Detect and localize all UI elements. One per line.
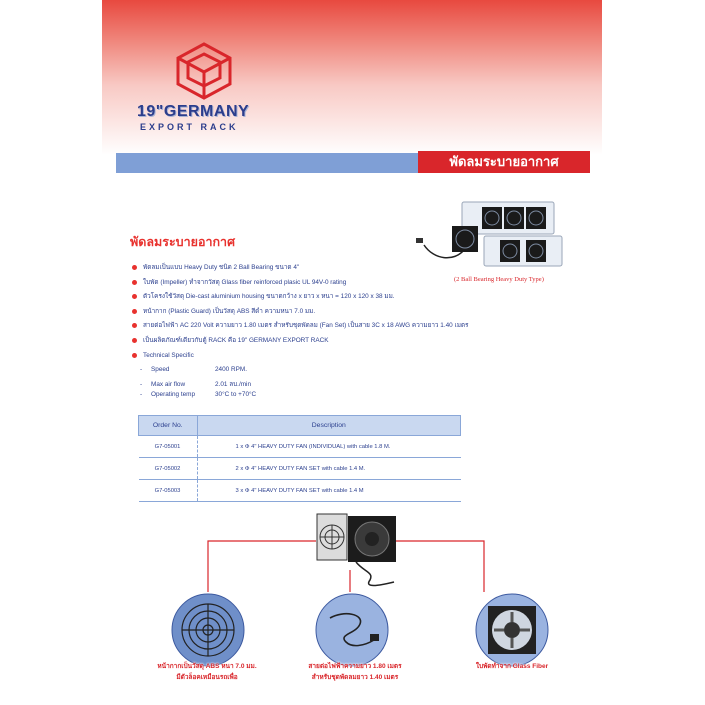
feature-text: ตัวโครงใช้วัสดุ Die-cast aluminium housing ขนาดกว้าง x ยาว x หนา = 120 x 120 x 38 มม. xyxy=(143,293,395,301)
spec-row: - Max air flow 2.01 ลบ./min xyxy=(140,380,252,388)
table-header-order: Order No. xyxy=(139,416,198,436)
order-description xyxy=(197,436,461,458)
order-qty: 1 x xyxy=(235,443,244,450)
bullet-dot-icon xyxy=(132,280,137,285)
callout-cable xyxy=(290,661,420,683)
table-row xyxy=(139,458,461,480)
list-item xyxy=(132,321,468,336)
table-row xyxy=(139,480,461,502)
spec-value: 2400 RPM. xyxy=(215,366,247,373)
fan-set-image xyxy=(317,514,396,586)
spec-list xyxy=(140,366,256,404)
brand-tagline: EXPORT RACK xyxy=(140,122,239,132)
feature-list xyxy=(132,263,468,365)
component-diagram xyxy=(102,500,602,680)
feature-text: ใบพัด (Impeller) ทำจากวัสดุ Glass fiber reinforced plasic UL 94V-0 rating xyxy=(143,278,347,286)
list-item xyxy=(132,278,468,293)
order-desc-text: 4" HEAVY DUTY FAN SET with cable 1.4 M xyxy=(251,487,364,494)
order-qty: 3 x xyxy=(235,487,244,494)
brand-name: 19"GERMANY xyxy=(137,103,250,120)
spec-row: - Operating temp 30°C to +70°C xyxy=(140,391,257,398)
spec-label: Speed xyxy=(151,366,170,373)
fan-icon xyxy=(476,594,548,666)
table-header-description: Description xyxy=(197,416,461,436)
catalog-page xyxy=(102,0,602,705)
spec-value: 30°C to +70°C xyxy=(215,391,257,398)
feature-text: สายต่อไฟฟ้า AC 220 Volt ความยาว 1.80 เมตร สำหรับชุดพัดลม (Fan Set) เป็นสาย 3C x 18 AWG ความยาว 1.40 เมตร xyxy=(143,322,469,330)
list-item xyxy=(132,307,468,322)
callout-text: สายต่อไฟฟ้าความยาว 1.80 เมตร xyxy=(308,663,402,670)
diameter-icon: Φ xyxy=(244,443,250,450)
bullet-dot-icon xyxy=(132,338,137,343)
spec-row: - Speed 2400 RPM. xyxy=(140,366,247,373)
bullet-dot-icon xyxy=(132,294,137,299)
table-row xyxy=(139,436,461,458)
feature-text: เป็นผลิตภัณฑ์เดียวกับตู้ RACK คือ 19" GERMANY EXPORT RACK xyxy=(143,336,329,344)
order-desc-text: 4" HEAVY DUTY FAN (INDIVIDUAL) with cable 1.8 M. xyxy=(251,443,391,450)
feature-text: พัดลมเป็นแบบ Heavy Duty ชนิด 2 Ball Bearing ขนาด 4" xyxy=(143,264,300,271)
list-item xyxy=(132,292,468,307)
power-cable-icon xyxy=(316,594,388,666)
spec-value: 2.01 ลบ./min xyxy=(215,380,252,388)
section-title: พัดลมระบายอากาศ xyxy=(130,235,236,249)
order-desc-text: 4" HEAVY DUTY FAN SET with cable 1.4 M. xyxy=(251,465,366,472)
order-description xyxy=(197,458,461,480)
feature-text: Technical Specific xyxy=(143,351,194,359)
callout-impeller xyxy=(452,661,572,672)
callout-guard xyxy=(142,661,272,683)
order-number: G7-05001 xyxy=(139,436,198,458)
order-table xyxy=(138,415,461,502)
callout-text: หน้ากากเป็นวัสดุ ABS หนา 7.0 มม. xyxy=(157,663,257,670)
fan-panel-image xyxy=(414,200,564,270)
list-item xyxy=(132,336,468,351)
diameter-icon: Φ xyxy=(244,465,250,472)
order-number: G7-05002 xyxy=(139,458,198,480)
diameter-icon: Φ xyxy=(244,487,250,494)
spec-label: Operating temp xyxy=(151,391,196,398)
product-image-caption: (2 Ball Bearing Heavy Duty Type) xyxy=(454,276,544,283)
banner-label: พัดลมระบายอากาศ xyxy=(418,151,590,173)
list-item xyxy=(132,263,468,278)
feature-text: หน้ากาก (Plastic Guard) เป็นวัสดุ ABS สีดำ ความหนา 7.0 มม. xyxy=(143,307,316,315)
callout-text: ใบพัดทำจาก Glass Fiber xyxy=(475,663,549,670)
order-number: G7-05003 xyxy=(139,480,198,502)
list-item xyxy=(132,351,468,366)
header-band xyxy=(116,153,418,173)
bullet-dot-icon xyxy=(132,323,137,328)
fan-guard-icon xyxy=(172,594,244,666)
bullet-dot-icon xyxy=(132,353,137,358)
spec-label: Max air flow xyxy=(151,380,186,388)
order-qty: 2 x xyxy=(235,465,244,472)
logo-cube-icon xyxy=(174,40,234,100)
callout-text: สำหรับชุดพัดลมยาว 1.40 เมตร xyxy=(311,674,399,681)
bullet-dot-icon xyxy=(132,265,137,270)
bullet-dot-icon xyxy=(132,309,137,314)
callout-text: มีตัวล็อคเหมือนรถเพื่อ xyxy=(176,674,238,681)
order-description xyxy=(197,480,461,502)
